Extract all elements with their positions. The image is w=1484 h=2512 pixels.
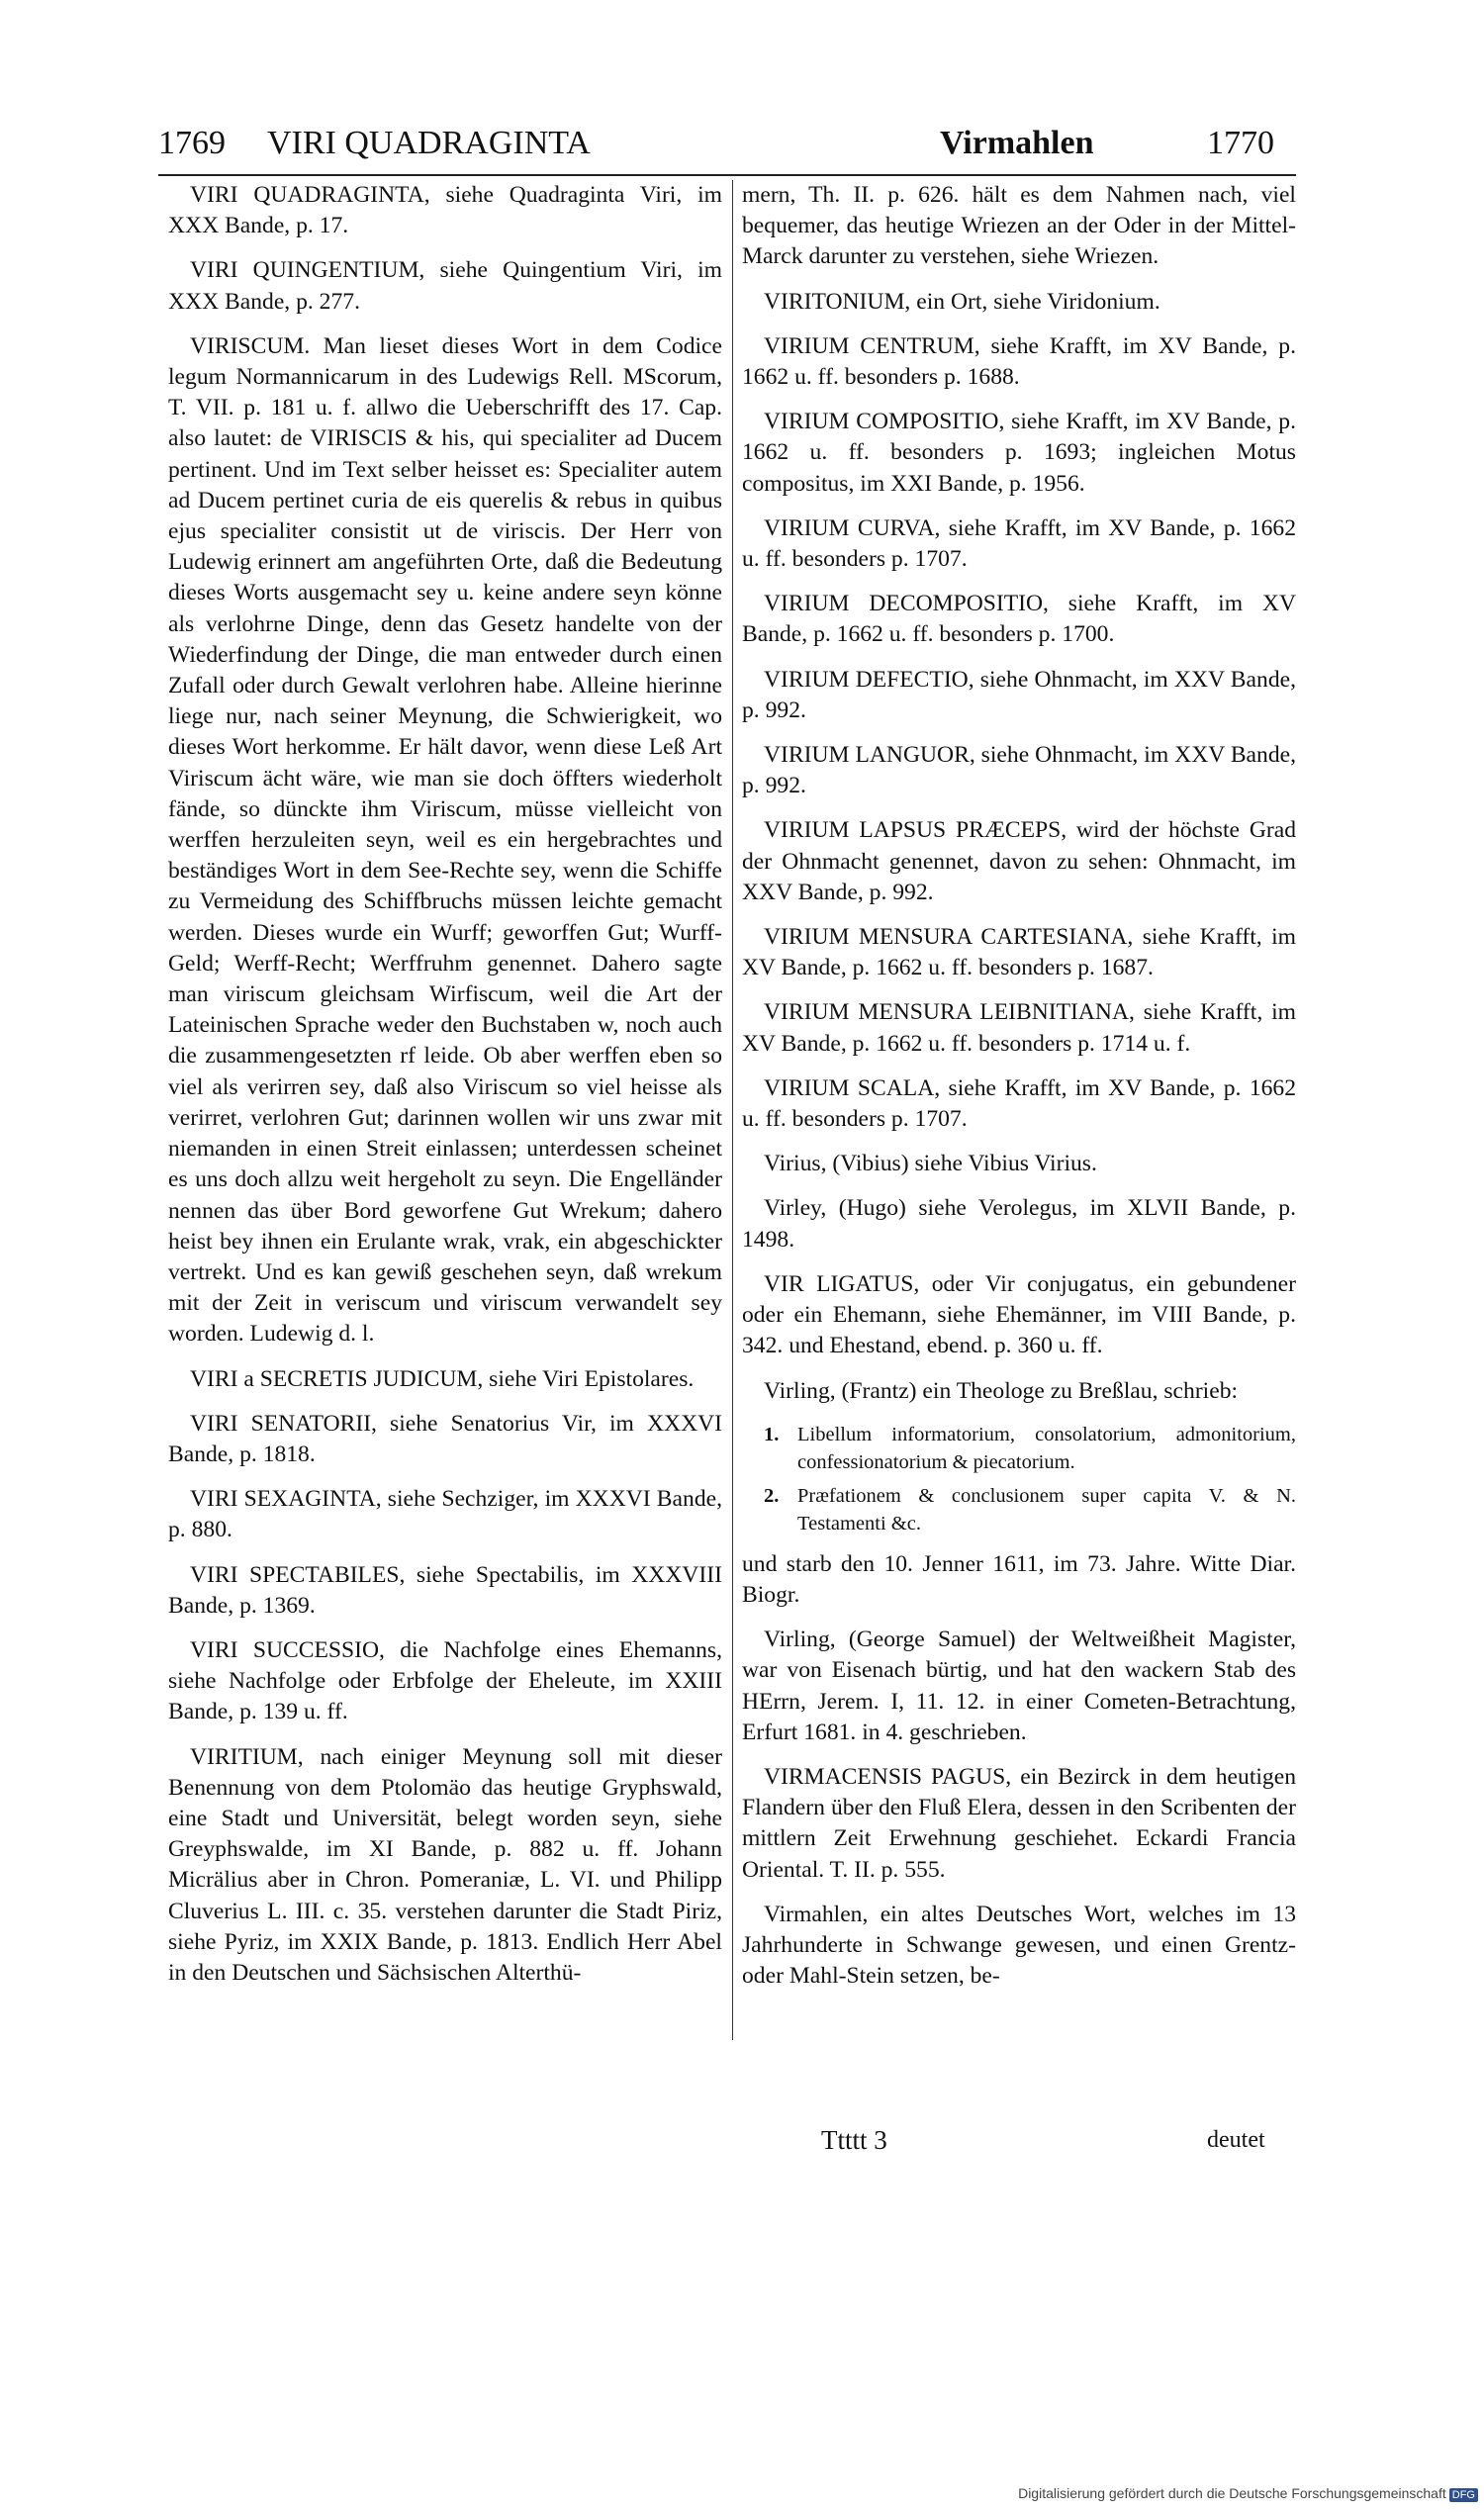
entry: VIRI QUINGENTIUM, siehe Quingentium Viri, im XXX Bande, p. 277. [168,257,722,315]
entry: VIRI QUADRAGINTA, siehe Quadraginta Viri, im XXX Bande, p. 17. [168,182,722,239]
entry: VIRI SEXAGINTA, siehe Sechziger, im XXXVI Bande, p. 880. [168,1486,722,1543]
entry: VIRIUM CENTRUM, siehe Krafft, im XV Bande, p. 1662 u. ff. besonders p. 1688. [742,332,1296,391]
signature-mark: Ttttt 3 [821,2125,887,2155]
list-item-number: 1. [764,1423,780,1445]
entry: VIRI SPECTABILES, siehe Spectabilis, im XXXVIII Bande, p. 1369. [168,1561,722,1619]
entry: VIR LIGATUS, oder Vir conjugatus, ein gebundener oder ein Ehemann, siehe Ehemänner, im VIII Bande, p. 342. und Ehestand, ebend. p. 360 u. ff. [742,1270,1296,1359]
running-title-left: VIRI QUADRAGINTA [267,125,591,161]
entry: mern, Th. II. p. 626. hält es dem Nahmen nach, viel bequemer, das heutige Wriezen an der Oder in der Mittel-Marck darunter zu verstehen, siehe Wriezen. [742,182,1296,270]
list-item [764,1421,1296,1476]
entry: Virius, (Vibius) siehe Vibius Virius. [764,1151,1097,1177]
publication-list [764,1421,1296,1537]
list-item [764,1482,1296,1537]
right-column-entries-bottom [742,1549,1296,1993]
left-column [168,180,722,2002]
entry: und starb den 10. Jenner 1611, im 73. Jahre. Witte Diar. Biogr. [742,1550,1296,1608]
page-number-left: 1769 [158,125,226,161]
entry: VIRISCUM. Man lieset dieses Wort in dem Codice legum Normannicarum in des Ludewigs Rell. MScorum, T. VII. p. 181 u. f. allwo die Ueberschrifft des 17. Cap. also lautet: de VIRISCIS & his, qui specialiter ad Ducem pertinent. Und im Text selber heisset es: Specialiter autem ad Ducem pertinet curia de eis querelis & rebus in quibus ejus specialiter consistit ut de viriscis. Der Herr von Ludewig erinnert am angeführten Orte, daß die Bedeutung dieses Worts ausgemacht sey u. keine andere seyn könne als verlohrne Dinge, denn das Gesetz handelte von der Wiederfindung der Dinge, die man entweder durch einen Zufall oder durch Gewalt verlohren habe. Alleine hierinne liege nur, nach seiner Meynung, die Schwierigkeit, wo dieses Wort herkomme. Er hält davor, wenn diese Leß Art Viriscum ächt wäre, wie man sie doch öffters wiederholt fände, so dünckte ihm Viriscum, müsse vielleicht von werffen herzuleiten seyn, weil es ein hergebrachtes und beständiges Wort in dem See-Rechte sey, wenn die Schiffe zu Vermeidung des Schiffbruchs müssen leichte gemacht werden. Dieses wurde ein Wurff; geworffen Gut; Wurff-Geld; Werff-Recht; Werffruhm genennet. Dahero sagte man viriscum gleichsam Wirfiscum, weil die Art der Lateinischen Sprache weder den Buchstaben w, noch auch die zusammengesetzten rf leide. Ob aber werffen eben so viel als verirren sey, daß also Viriscum so viel heisse als verirret, verlohren Gut; darinnen wollen wir uns zwar mit niemanden in einen Streit einlassen; unterdessen scheinet es uns doch allzu weit hergeholt zu seyn. Die Engelländer nennen das über Bord geworfene Gut Wrekum; dahero heist bey ihnen ein Erulante wrak, vrak, ein abgeschickter vertrekt. Und es kan gewiß geschehen seyn, daß wrekum mit der Zeit in veriscum und viriscum verwandelt sey worden. Ludewig d. l. [168,332,722,1348]
entry: VIRIUM DECOMPOSITIO, siehe Krafft, im XV Bande, p. 1662 u. ff. besonders p. 1700. [742,591,1296,648]
catchword: deutet [1207,2127,1265,2153]
header-rule [158,174,1296,176]
entry: Virmahlen, ein altes Deutsches Wort, welches im 13 Jahrhunderte in Schwange gewesen, und einen Grentz- oder Mahl-Stein setzen, be- [742,1901,1296,1990]
digitization-footer [1018,2485,1478,2502]
entry: VIRIUM MENSURA CARTESIANA, siehe Krafft, im XV Bande, p. 1662 u. ff. besonders p. 1687. [742,924,1296,981]
entry: Virling, (George Samuel) der Weltweißheit Magister, war von Eisenach bürtig, und hat den wackern Stab des HErrn, Jerem. I, 11. 12. in einer Cometen-Betrachtung, Erfurt 1681. in 4. geschrieben. [742,1627,1296,1745]
footer-text: Digitalisierung gefördert durch die Deutsche Forschungsgemeinschaft [1018,2485,1446,2501]
entry: VIRIUM CURVA, siehe Krafft, im XV Bande, p. 1662 u. ff. besonders p. 1707. [742,514,1296,573]
list-item-number: 2. [764,1484,780,1507]
entry: VIRIUM DEFECTIO, siehe Ohnmacht, im XXV Bande, p. 992. [742,666,1296,723]
right-column [742,180,1296,2005]
entry: VIRMACENSIS PAGUS, ein Bezirck in dem heutigen Flandern über den Fluß Elera, dessen in den Scribenten der mittlern Zeit Erwehnung geschiehet. Eckardi Francia Oriental. T. II. p. 555. [742,1763,1296,1883]
running-header [158,117,1296,172]
entry: Virley, (Hugo) siehe Verolegus, im XLVII Bande, p. 1498. [742,1195,1296,1253]
list-item-text: Libellum informatorium, consolatorium, admonitorium, confessionatorium & piecatorium. [797,1423,1296,1473]
entry: VIRI a SECRETIS JUDICUM, siehe Viri Epistolares. [190,1365,695,1392]
list-item-text: Præfationem & conclusionem super capita V. & N. Testamenti &c. [797,1484,1296,1535]
entry: VIRI SUCCESSIO, die Nachfolge eines Ehemanns, siehe Nachfolge oder Erbfolge der Eheleute, im XXIII Bande, p. 139 u. ff. [168,1636,722,1725]
right-column-entries-top [742,180,1296,1407]
running-title-right: Virmahlen [940,125,1094,161]
page [158,117,1296,2194]
entry: Virling, (Frantz) ein Theologe zu Breßlau, schrieb: [764,1377,1239,1404]
entry: VIRITIUM, nach einiger Meynung soll mit dieser Benennung von dem Ptolomäo das heutige Gryphswald, eine Stadt und Universität, belegt worden seyn, siehe Greyphswalde, im XI Bande, p. 882 u. ff. Johann Micrälius aber in Chron. Pomeraniæ, L. VI. und Philipp Cluverius L. III. c. 35. verstehen darunter die Stadt Piriz, siehe Pyriz, im XXIX Bande, p. 1813. Endlich Herr Abel in den Deutschen und Sächsischen Alterthü- [168,1743,722,1986]
entry: VIRIUM MENSURA LEIBNITIANA, siehe Krafft, im XV Bande, p. 1662 u. ff. besonders p. 1714 u. f. [742,999,1296,1057]
page-number-right: 1770 [1207,125,1274,161]
entry: VIRIUM LANGUOR, siehe Ohnmacht, im XXV Bande, p. 992. [742,742,1296,799]
column-divider [732,180,733,2040]
entry: VIRI SENATORII, siehe Senatorius Vir, im XXXVI Bande, p. 1818. [168,1410,722,1467]
entry: VIRIUM LAPSUS PRÆCEPS, wird der höchste Grad der Ohnmacht genennet, davon zu sehen: Ohnmacht, im XXV Bande, p. 992. [742,817,1296,905]
entry: VIRIUM COMPOSITIO, siehe Krafft, im XV Bande, p. 1662 u. ff. besonders p. 1693; ingleichen Motus compositus, im XXI Bande, p. 1956. [742,409,1296,497]
entry: VIRITONIUM, ein Ort, siehe Viridonium. [764,288,1160,315]
dfg-logo: DFG [1449,2488,1478,2502]
entry: VIRIUM SCALA, siehe Krafft, im XV Bande, p. 1662 u. ff. besonders p. 1707. [742,1074,1296,1133]
